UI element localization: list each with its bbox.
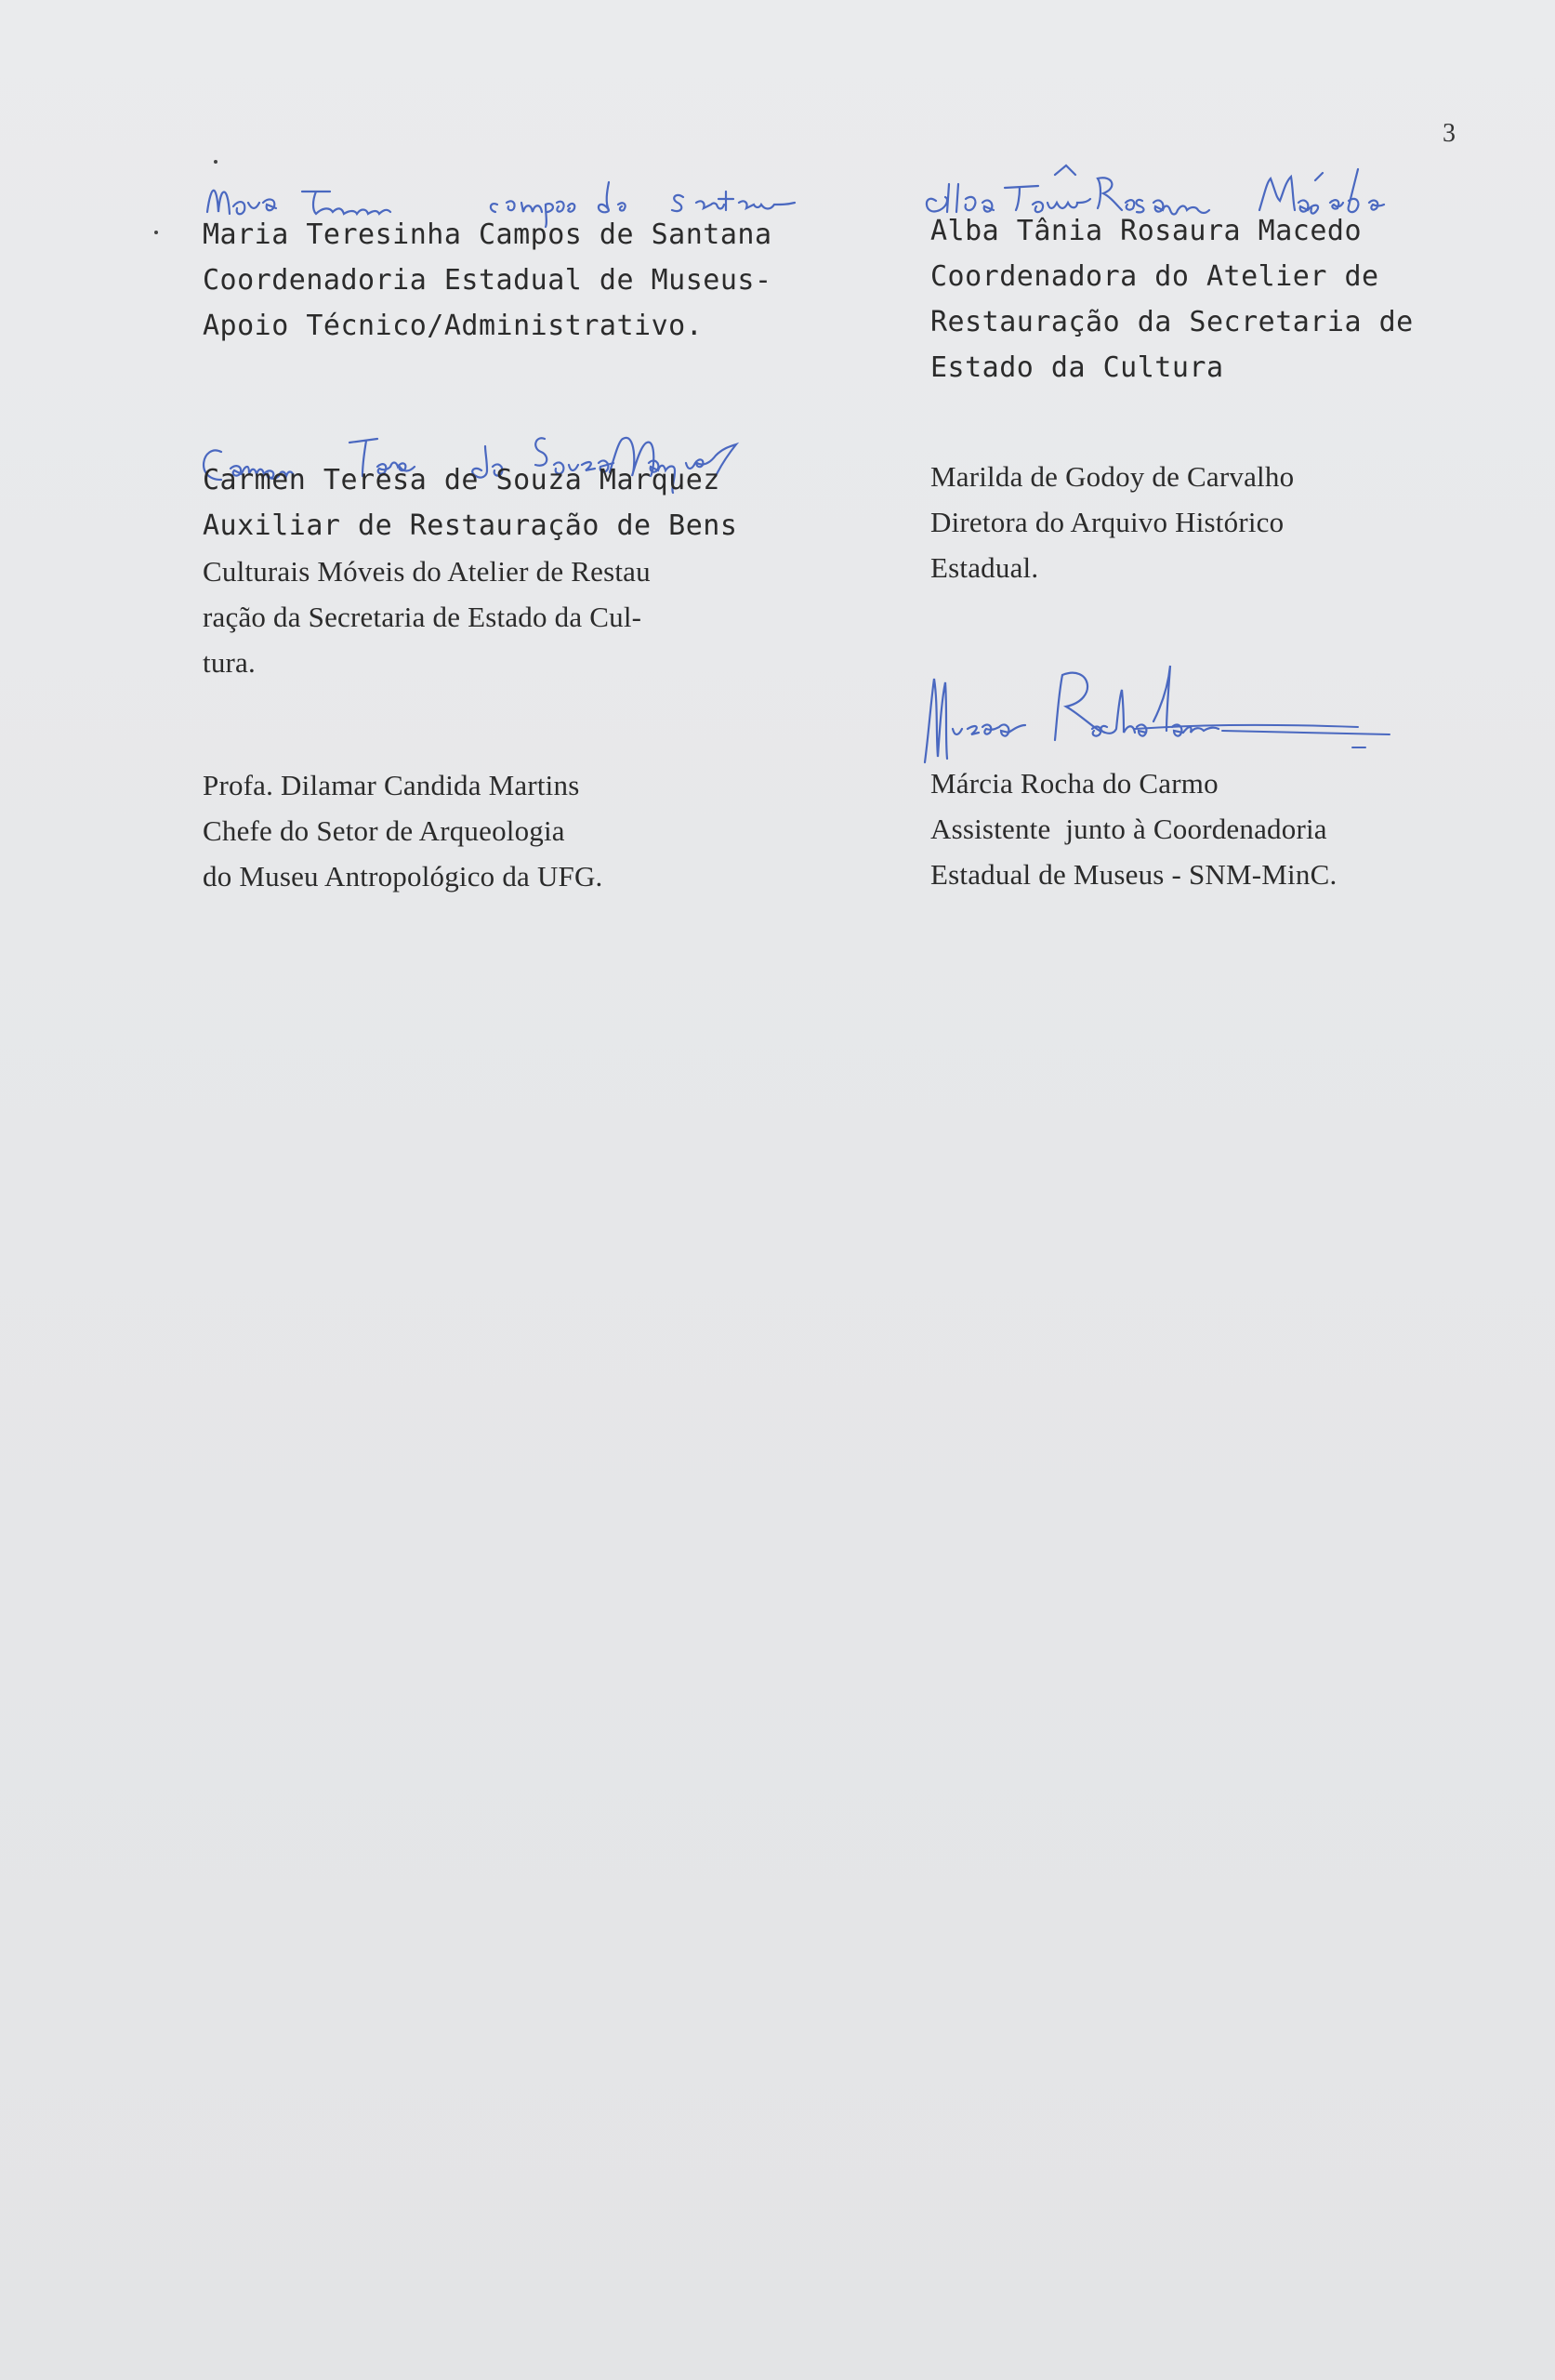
signatory-name: Carmen Teresa de Souza Marquez	[203, 464, 720, 496]
signatory-block-marcia-rocha	[930, 760, 1337, 897]
stray-mark	[214, 160, 217, 164]
signature-marcia-rocha	[906, 651, 1408, 772]
signatory-name: Alba Tânia Rosaura Macedo	[930, 215, 1363, 247]
signatory-block-carmen-teresa-cont	[203, 549, 651, 685]
signatory-role: Estadual.	[930, 551, 1039, 584]
signatory-name: Profa. Dilamar Candida Martins	[203, 769, 580, 801]
signatory-role: Auxiliar de Restauração de Bens	[203, 509, 738, 542]
signatory-name: Maria Teresinha Campos de Santana	[203, 218, 772, 251]
signatory-block-marilda-godoy	[930, 454, 1294, 590]
signatory-role: Culturais Móveis do Atelier de Restau	[203, 555, 651, 588]
signatory-block-maria-teresinha	[203, 212, 772, 349]
signatory-role: Assistente junto à Coordenadoria	[930, 813, 1327, 845]
signatory-block-alba-tania	[930, 208, 1414, 390]
signatory-role: Apoio Técnico/Administrativo.	[203, 310, 704, 342]
signatory-role: Estadual de Museus - SNM-MinC.	[930, 858, 1338, 891]
signatory-name: Marilda de Godoy de Carvalho	[930, 460, 1295, 493]
signatory-role: Estado da Cultura	[930, 351, 1224, 384]
signatory-role: tura.	[203, 646, 256, 679]
signatory-role: Coordenadoria Estadual de Museus-	[203, 264, 772, 297]
signatory-role: Restauração da Secretaria de	[930, 306, 1414, 338]
signatory-role: do Museu Antropológico da UFG.	[203, 860, 603, 892]
signatory-role: Diretora do Arquivo Histórico	[930, 506, 1285, 538]
signatory-block-carmen-teresa	[203, 457, 737, 549]
signatory-role: ração da Secretaria de Estado da Cul-	[203, 601, 642, 633]
signatory-role: Chefe do Setor de Arqueologia	[203, 814, 565, 847]
signatory-role: Coordenadora do Atelier de	[930, 260, 1379, 293]
page-number: 3	[1443, 119, 1456, 148]
signatory-block-dilamar-martins	[203, 762, 603, 899]
signatory-name: Márcia Rocha do Carmo	[930, 767, 1219, 800]
stray-mark	[154, 231, 158, 234]
